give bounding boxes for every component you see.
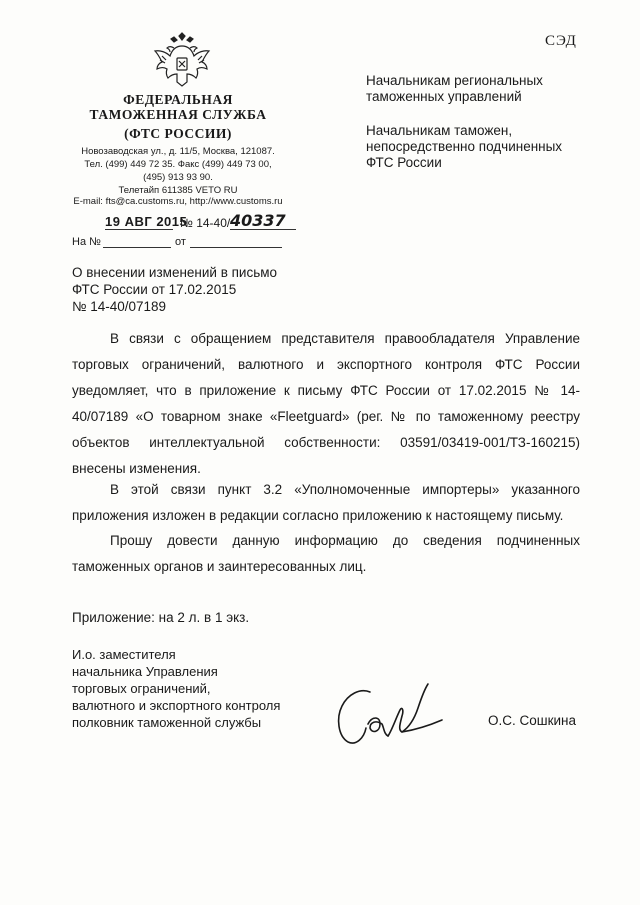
org-name-line3: (ФТС РОССИИ) bbox=[124, 126, 232, 141]
signer-title-line3: торговых ограничений, bbox=[72, 681, 211, 696]
signer-title bbox=[72, 646, 280, 731]
addressee-customs bbox=[366, 123, 562, 171]
sender-address-line3: (495) 913 93 90. bbox=[143, 172, 213, 183]
signer-title-line4: валютного и экспортного контроля bbox=[72, 698, 281, 713]
date-underline bbox=[105, 229, 173, 230]
body-paragraph-2: В этой связи пункт 3.2 «Уполномоченные импортеры» указанного приложения изложен в редакции согласно приложению к настоящему письму. bbox=[72, 482, 580, 523]
body-paragraph-1: В связи с обращением представителя правообладателя Управление торговых ограничений, валютного и экспортного контроля ФТС России уведомляет, что в приложение к письму ФТС России от 17.02.2015 № 14-40/07189 «О товарном знаке «Fleetguard» (рег. № по таможенному реестру объектов интеллектуальной собственности: 03591/03419-001/ТЗ-160215) внесены изменения. bbox=[72, 331, 580, 476]
sender-address-line4: Телетайп 611385 VETO RU bbox=[118, 185, 238, 196]
reference-number-line bbox=[103, 247, 171, 248]
sender-address-line1: Новозаводская ул., д. 11/5, Москва, 121087. bbox=[81, 146, 275, 157]
letter-subject bbox=[72, 264, 277, 315]
addressee-customs-line2: непосредственно подчиненных bbox=[366, 139, 563, 154]
signer-title-line1: И.о. заместителя bbox=[72, 647, 176, 662]
signer-title-line5: полковник таможенной службы bbox=[72, 715, 262, 730]
subject-line1: О внесении изменений в письмо bbox=[72, 265, 278, 280]
registration-date-stamp: 19 АВГ 2015 bbox=[105, 214, 188, 229]
org-name-line2: ТАМОЖЕННАЯ СЛУЖБА bbox=[89, 107, 267, 122]
org-name-line1: ФЕДЕРАЛЬНАЯ bbox=[123, 92, 233, 107]
subject-line2: ФТС России от 17.02.2015 bbox=[72, 282, 237, 297]
double-headed-eagle-icon bbox=[152, 32, 212, 88]
reference-date-label: от bbox=[175, 236, 186, 248]
reference-date-line bbox=[190, 247, 282, 248]
attachment-note: Приложение: на 2 л. в 1 экз. bbox=[72, 610, 250, 625]
signer-title-line2: начальника Управления bbox=[72, 664, 218, 679]
registration-number-label: № 14-40/ bbox=[180, 216, 231, 230]
signer-name: О.С. Сошкина bbox=[488, 713, 577, 728]
handwritten-signature-icon bbox=[330, 680, 450, 750]
addressee-regional-line2: таможенных управлений bbox=[366, 89, 522, 104]
body-paragraph-3: Прошу довести данную информацию до сведения подчиненных таможенных органов и заинтересованных лиц. bbox=[72, 533, 580, 574]
addressee-regional-line1: Начальникам региональных bbox=[366, 73, 543, 88]
sed-mark: СЭД bbox=[545, 33, 577, 49]
addressee-regional bbox=[366, 73, 543, 105]
subject-line3: № 14-40/07189 bbox=[72, 299, 167, 314]
reference-number-label: На № bbox=[72, 236, 101, 248]
addressee-customs-line3: ФТС России bbox=[366, 155, 442, 170]
sender-address-line5: E-mail: fts@ca.customs.ru, http://www.customs.ru bbox=[73, 196, 283, 207]
number-underline bbox=[230, 229, 296, 230]
addressee-customs-line1: Начальникам таможен, bbox=[366, 123, 513, 138]
sender-address-line2: Тел. (499) 449 72 35. Факс (499) 449 73 00, bbox=[84, 159, 272, 170]
registration-number-handwritten: 40337 bbox=[230, 211, 286, 230]
